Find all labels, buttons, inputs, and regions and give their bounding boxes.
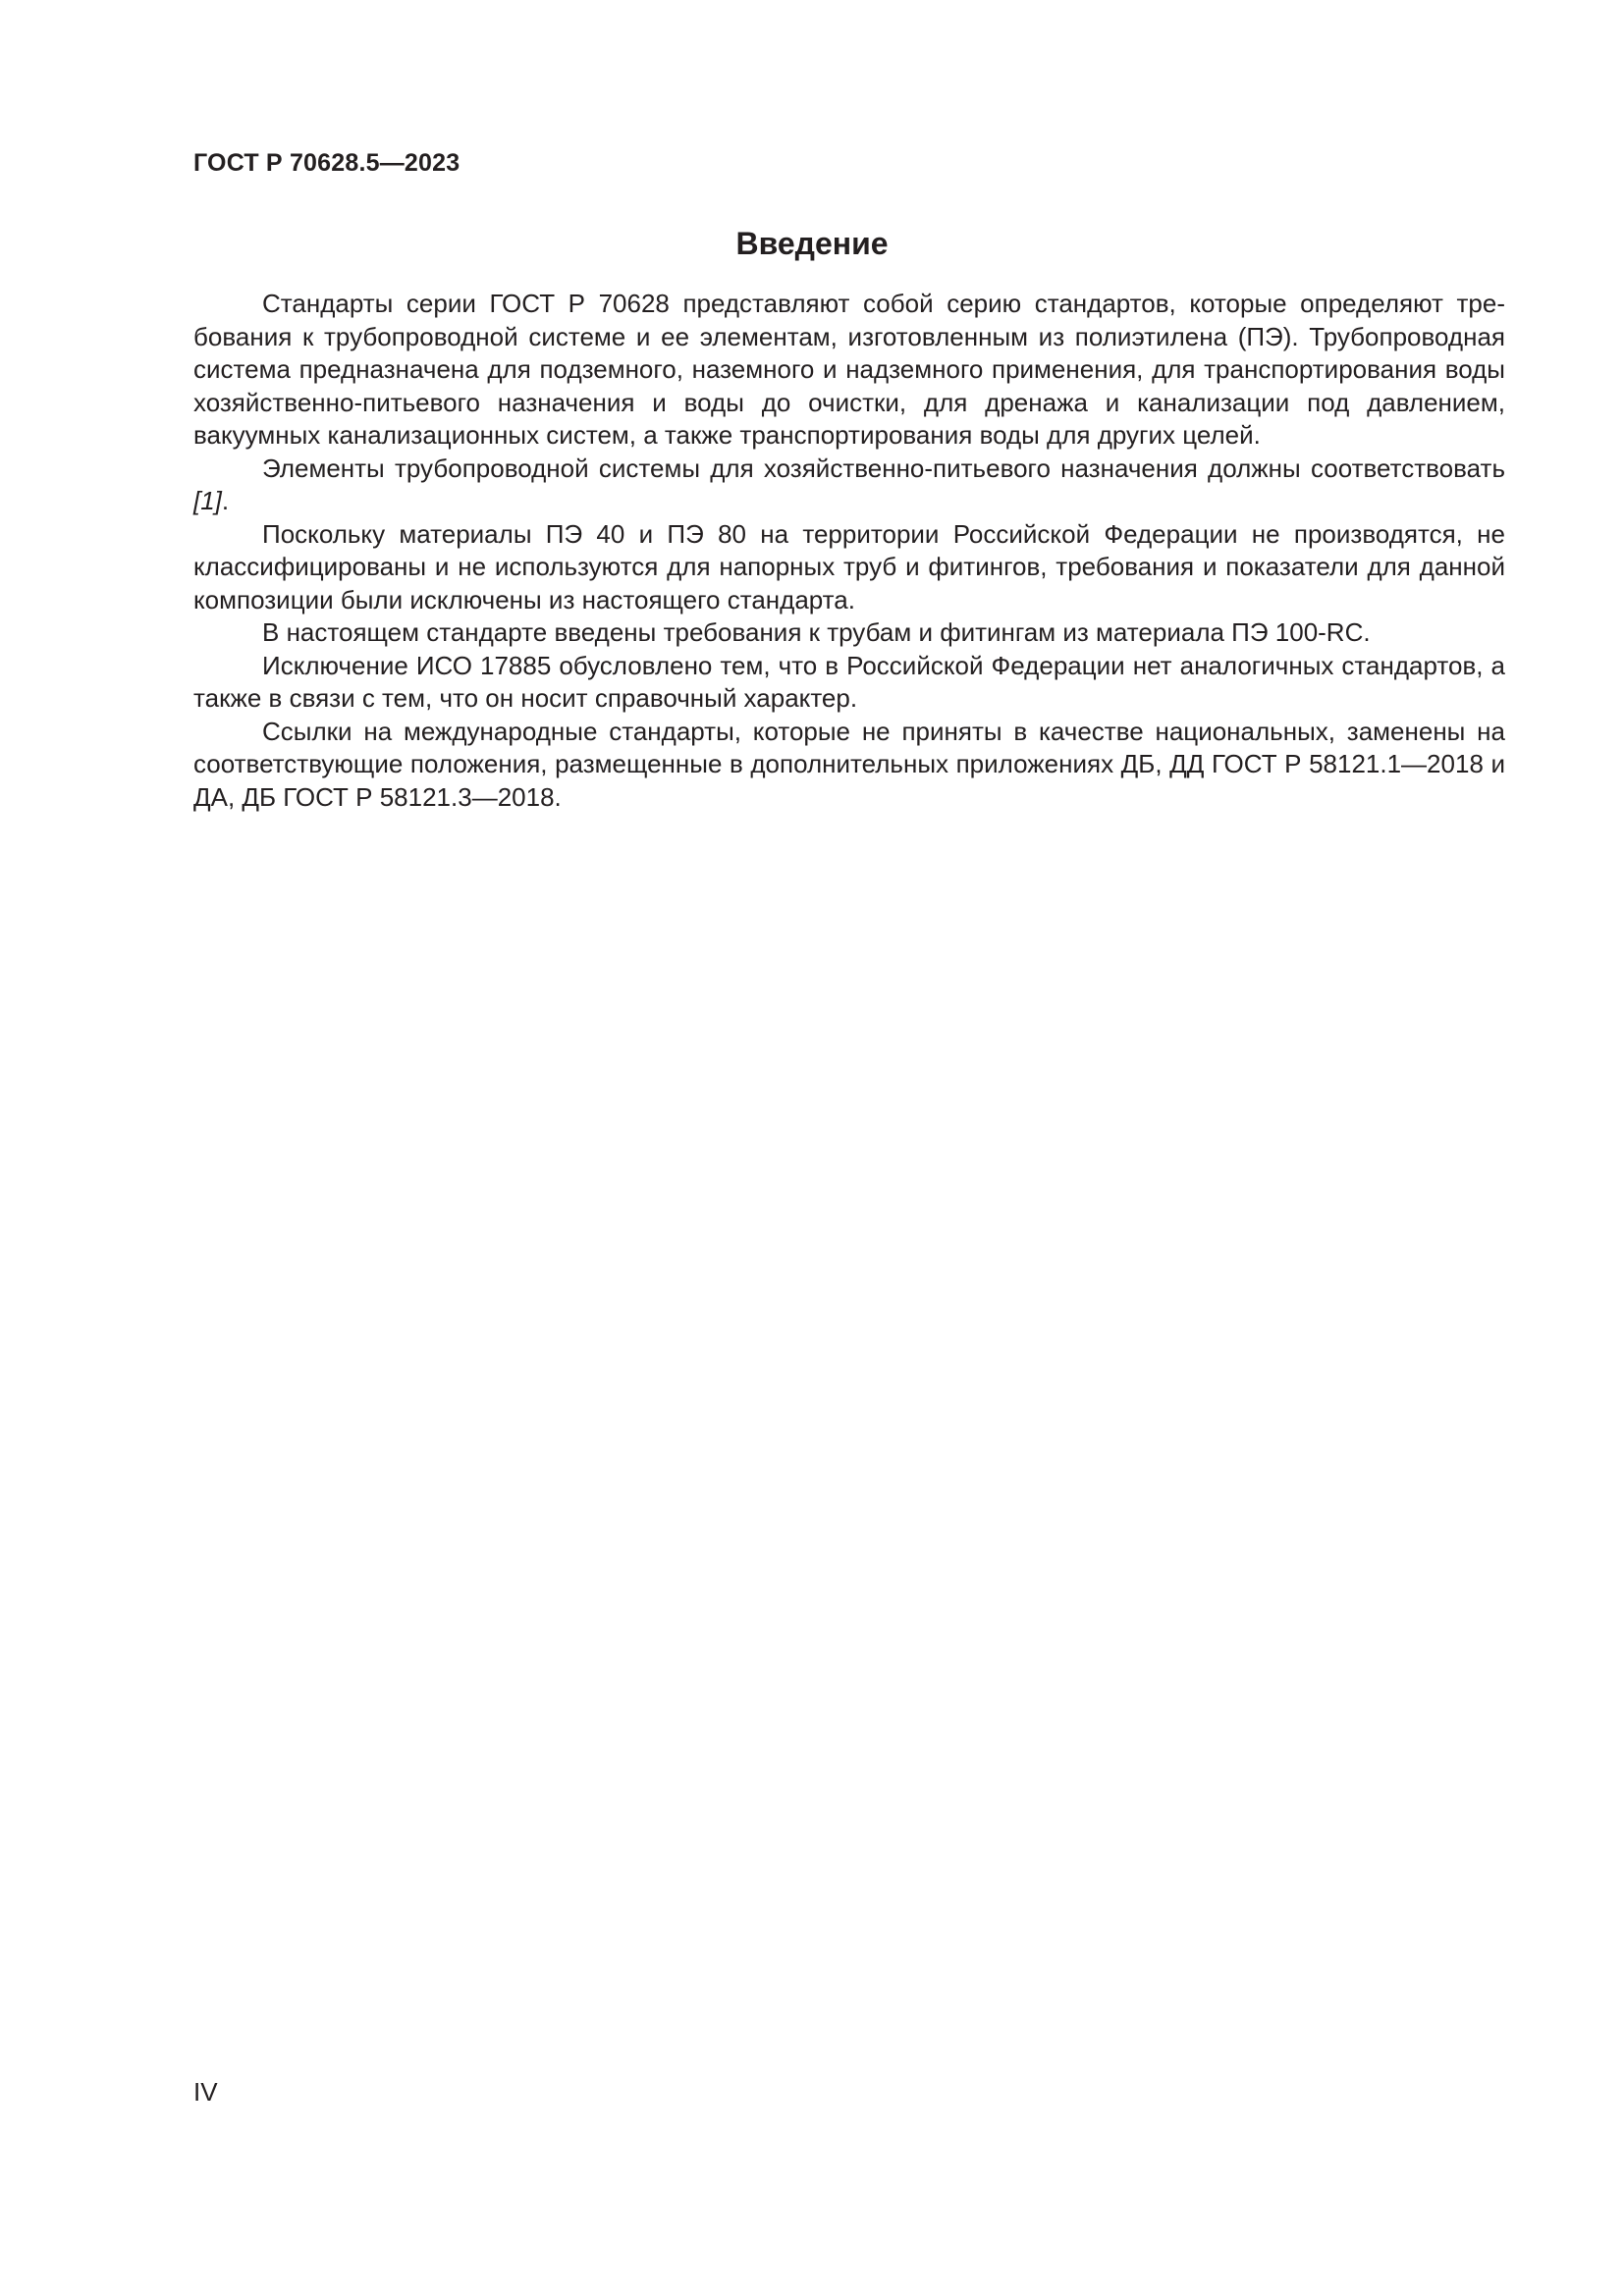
paragraph-text: Элементы трубопроводной системы для хозяйственно-питьевого назначения должны соответствовать: [262, 453, 1505, 483]
paragraph-text: Ссылки на международные стандарты, которые не приняты в качестве национальных, заменены на соответствующие положения, размещенные в дополнительных приложениях ДБ, ДД ГОСТ Р 58121.1—2018 и ДА, ДБ ГОСТ Р 58121.3—2018.: [193, 716, 1505, 812]
paragraph-series-description: [193, 288, 1505, 453]
paragraph-tail: .: [221, 486, 230, 515]
bibliography-reference: [1]: [193, 486, 222, 515]
paragraph-pe100rc: [193, 616, 1505, 650]
paragraph-drinking-water: [193, 453, 1505, 518]
paragraph-international-references: [193, 716, 1505, 815]
paragraph-text: Поскольку материалы ПЭ 40 и ПЭ 80 на территории Российской Федерации не производятся, не классифицированы и не используются для напорных труб и фитингов, требования и показатели для данной композиции были исключены из настоящего стандарта.: [193, 518, 1505, 614]
paragraph-text: В настоящем стандарте введены требования к трубам и фитингам из материала ПЭ 100-RC.: [262, 617, 1371, 647]
paragraph-text: Исключение ИСО 17885 обусловлено тем, что в Российской Федерации нет аналогичных стандартов, а также в связи с тем, что он носит справочный характер.: [193, 650, 1505, 713]
page-number: IV: [193, 2077, 218, 2107]
section-title: Введение: [735, 226, 889, 261]
document-code: ГОСТ Р 70628.5—2023: [193, 149, 460, 177]
paragraph-iso-exclusion: [193, 650, 1505, 716]
body-text: [193, 288, 1505, 814]
paragraph-pe-materials: [193, 518, 1505, 617]
paragraph-text: Стандарты серии ГОСТ Р 70628 представляют собой серию стандартов, которые определяют требования к трубопроводной системе и ее элементам, изготовленным из полиэтилена (ПЭ). Трубопроводная система предназначена для подземного, наземного и надземного применения, для транспортирования воды хозяйственно-питьевого назначения и воды до очистки, для дренажа и канализации под давлением, вакуумных канализационных систем, а также транспортирования воды для других целей.: [193, 289, 1505, 450]
